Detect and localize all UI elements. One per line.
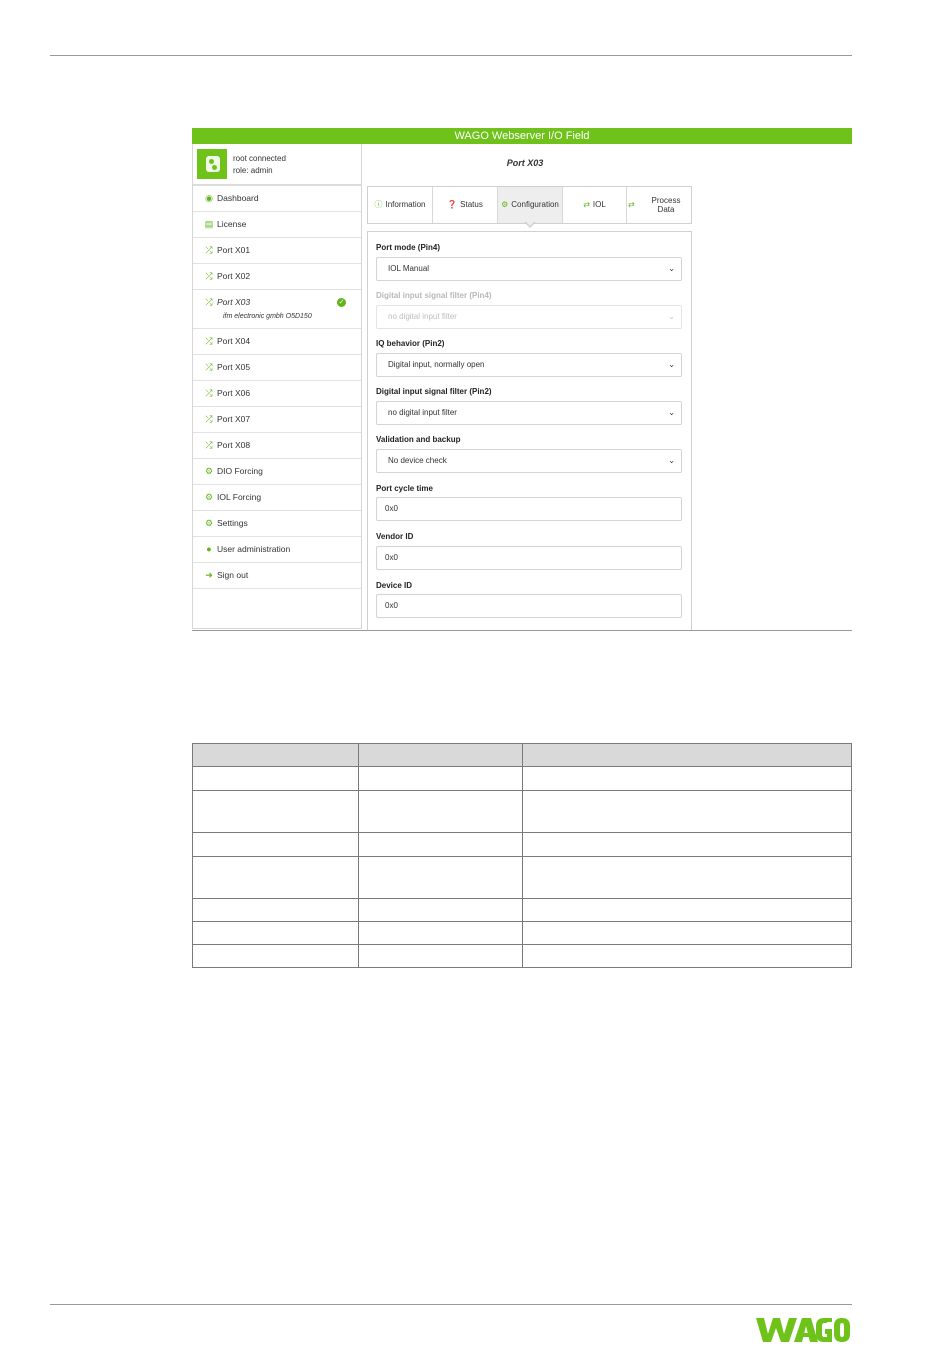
shuffle-icon: ⤮: [205, 297, 213, 307]
sidebar-item-label: Port X08: [217, 440, 251, 450]
sidebar-item-user-administration[interactable]: [193, 537, 361, 563]
sidebar: [192, 144, 362, 629]
shuffle-icon: ⤮: [205, 245, 213, 255]
screenshot-bottom-border: [192, 630, 852, 631]
sidebar-item-label: Port X05: [217, 362, 251, 372]
chevron-down-icon: ⌄: [668, 408, 675, 417]
vendor-id-value: 0x0: [385, 553, 398, 562]
sign-out-icon: ➜: [205, 570, 213, 580]
users-icon: ●: [206, 544, 212, 554]
vendor-id-input[interactable]: [376, 546, 682, 570]
sidebar-item-sign-out[interactable]: [193, 563, 361, 589]
chevron-down-icon: ⌄: [668, 264, 675, 273]
di-filter-pin2-select[interactable]: [376, 401, 682, 425]
configuration-form: [367, 231, 692, 630]
device-id-input[interactable]: [376, 594, 682, 618]
device-id-value: 0x0: [385, 601, 398, 610]
tab-process-data[interactable]: [627, 187, 691, 223]
exchange-icon: ⇄: [628, 200, 635, 209]
table-row: [193, 833, 852, 857]
chevron-down-icon: ⌄: [668, 312, 675, 321]
sidebar-item-license[interactable]: [193, 212, 361, 238]
tab-label: Status: [460, 200, 483, 209]
io-module-logo-icon: [197, 149, 227, 179]
validation-value: No device check: [388, 456, 447, 465]
tab-label: Process Data: [651, 196, 681, 214]
sidebar-item-port-x04[interactable]: [193, 329, 361, 355]
shuffle-icon: ⤮: [205, 388, 213, 398]
tab-status[interactable]: [433, 187, 498, 223]
sidebar-item-label: Port X04: [217, 336, 251, 346]
wago-logo: [756, 1314, 852, 1346]
validation-label: Validation and backup: [376, 435, 461, 444]
shuffle-icon: ⤮: [205, 362, 213, 372]
cycle-time-input[interactable]: [376, 497, 682, 521]
di-filter-pin2-label: Digital input signal filter (Pin2): [376, 387, 492, 396]
page-title: Port X03: [506, 158, 544, 168]
webserver-screenshot: [192, 128, 852, 630]
table-row: [193, 857, 852, 899]
di-filter-pin4-select[interactable]: [376, 305, 682, 329]
cycle-time-value: 0x0: [385, 504, 398, 513]
sidebar-item-port-x05[interactable]: [193, 355, 361, 381]
shuffle-icon: ⤮: [205, 271, 213, 281]
tab-pointer: [524, 222, 536, 228]
sidebar-item-label: DIO Forcing: [217, 466, 263, 476]
gears-icon: ⚙: [204, 518, 214, 528]
sidebar-item-label: IOL Forcing: [217, 492, 262, 502]
dashboard-icon: ◉: [205, 193, 213, 203]
license-icon: ▤: [204, 219, 214, 229]
sidebar-item-dio-forcing[interactable]: [193, 459, 361, 485]
iq-behavior-value: Digital input, normally open: [388, 360, 485, 369]
sidebar-item-port-x07[interactable]: [193, 407, 361, 433]
sidebar-item-label: Port X02: [217, 271, 251, 281]
sidebar-item-dashboard[interactable]: [193, 186, 361, 212]
sidebar-item-settings[interactable]: [193, 511, 361, 537]
validation-select[interactable]: [376, 449, 682, 473]
sidebar-item-label: Settings: [217, 518, 248, 528]
shuffle-icon: ⤮: [205, 414, 213, 424]
sidebar-item-label: License: [217, 219, 247, 229]
iq-behavior-label: IQ behavior (Pin2): [376, 339, 445, 348]
table-header-cell: [523, 744, 852, 767]
di-filter-pin4-label: Digital input signal filter (Pin4): [376, 291, 492, 300]
port-mode-value: IOL Manual: [388, 264, 430, 273]
device-id-label: Device ID: [376, 581, 413, 590]
chevron-down-icon: ⌄: [668, 456, 675, 465]
shuffle-icon: ⤮: [205, 336, 213, 346]
check-circle-icon: ✓: [338, 299, 345, 306]
sidebar-item-label: Port X03: [217, 297, 251, 307]
gear-icon: ⚙: [501, 200, 509, 209]
tab-information[interactable]: [368, 187, 433, 223]
sidebar-item-port-x06[interactable]: [193, 381, 361, 407]
chevron-down-icon: ⌄: [668, 360, 675, 369]
gears-icon: ⚙: [204, 466, 214, 476]
port-mode-select[interactable]: [376, 257, 682, 281]
question-icon: ❓: [447, 200, 458, 209]
header-rule: [50, 55, 852, 56]
sidebar-item-port-x08[interactable]: [193, 433, 361, 459]
tab-bar: [367, 186, 692, 224]
table-header-cell: [359, 744, 523, 767]
table-row: [193, 767, 852, 791]
sidebar-item-label: User administration: [217, 544, 291, 554]
sidebar-item-iol-forcing[interactable]: [193, 485, 361, 511]
gears-icon: ⚙: [204, 492, 214, 502]
sidebar-item-label: Port X07: [217, 414, 251, 424]
cycle-time-label: Port cycle time: [376, 484, 433, 493]
sidebar-item-port-x02[interactable]: [193, 264, 361, 290]
table-row: [193, 922, 852, 945]
table-row: [193, 899, 852, 922]
tab-iol[interactable]: [563, 187, 627, 223]
table-row: [193, 791, 852, 833]
info-icon: ⓘ: [374, 200, 383, 209]
sidebar-item-port-x01[interactable]: [193, 238, 361, 264]
user-status: root connected: [233, 154, 286, 163]
tab-label: Information: [385, 200, 426, 209]
sidebar-item-label: Port X01: [217, 245, 251, 255]
di-filter-pin4-value: no digital input filter: [388, 312, 457, 321]
footer-rule: [50, 1304, 852, 1305]
di-filter-pin2-value: no digital input filter: [388, 408, 457, 417]
parameter-table: [192, 743, 852, 968]
table-header-cell: [193, 744, 359, 767]
tab-label: Configuration: [511, 200, 559, 209]
exchange-icon: ⇄: [583, 200, 590, 209]
sidebar-item-label: Dashboard: [217, 193, 259, 203]
iq-behavior-select[interactable]: [376, 353, 682, 377]
app-title-bar: WAGO Webserver I/O Field: [192, 128, 852, 144]
user-box: [193, 144, 361, 186]
table-row: [193, 945, 852, 968]
tab-configuration[interactable]: [498, 187, 563, 223]
sidebar-item-label: Port X06: [217, 388, 251, 398]
tab-label: IOL: [592, 200, 606, 209]
device-name: ifm electronic gmbh O5D150: [223, 313, 312, 320]
sidebar-item-label: Sign out: [217, 570, 249, 580]
port-mode-label: Port mode (Pin4): [376, 243, 441, 252]
table-header-row: [193, 744, 852, 767]
shuffle-icon: ⤮: [205, 440, 213, 450]
user-role: role: admin: [233, 166, 273, 175]
sidebar-item-port-x03[interactable]: [193, 290, 361, 329]
vendor-id-label: Vendor ID: [376, 532, 414, 541]
